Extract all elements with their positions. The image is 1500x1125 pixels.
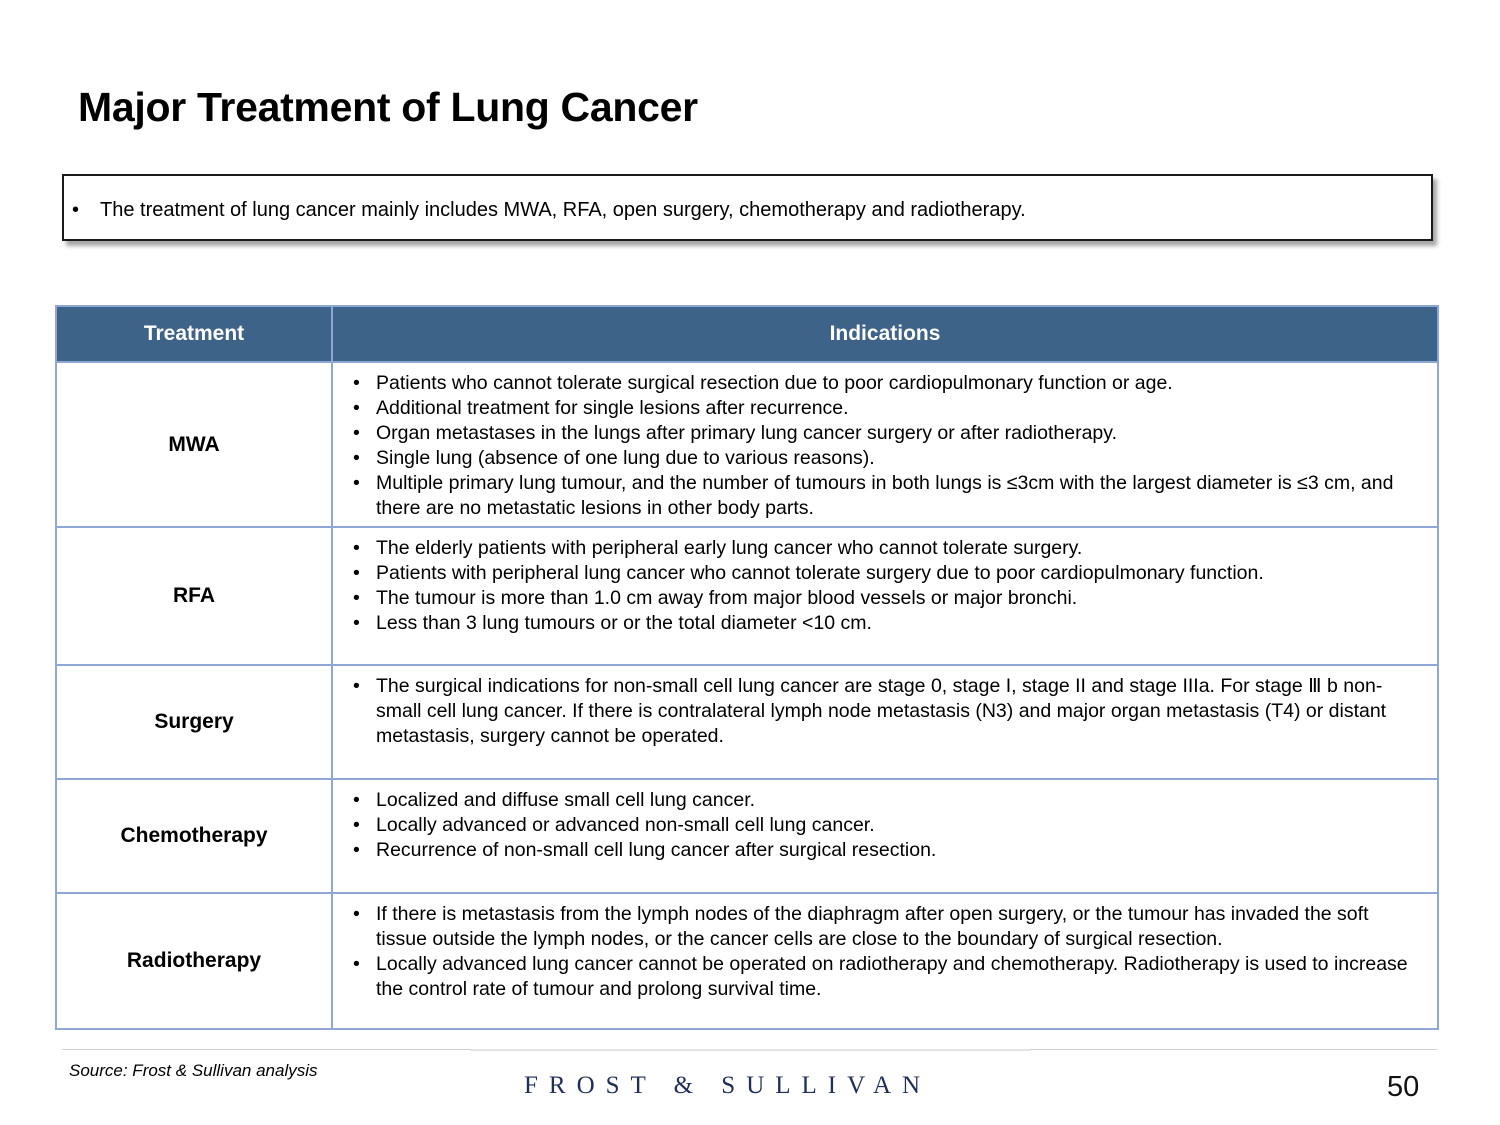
indications-cell <box>332 527 1438 665</box>
indication-item: • Recurrence of non-small cell lung cancer after surgical resection. <box>353 838 1423 863</box>
summary-box <box>62 174 1433 241</box>
table-row <box>56 893 1438 1029</box>
indications-cell <box>332 665 1438 779</box>
footer-divider-accent <box>470 1049 1030 1051</box>
column-header-treatment: Treatment <box>56 306 332 362</box>
indication-item: • Locally advanced or advanced non-small cell lung cancer. <box>353 813 1423 838</box>
treatment-name: Radiotherapy <box>56 893 332 1029</box>
indications-cell <box>332 779 1438 893</box>
indication-item: • If there is metastasis from the lymph nodes of the diaphragm after open surgery, or the tumour has invaded the soft tissue outside the lymph nodes, or the cancer cells are close to the boundary of surgical resection. <box>353 902 1423 952</box>
column-header-indications: Indications <box>332 306 1438 362</box>
brand-logo: FROST & SULLIVAN <box>524 1072 932 1099</box>
indication-item: • The elderly patients with peripheral early lung cancer who cannot tolerate surgery. <box>353 536 1423 561</box>
treatment-table <box>55 305 1439 1030</box>
indication-item: • Single lung (absence of one lung due to various reasons). <box>353 446 1423 471</box>
indication-item: • Localized and diffuse small cell lung cancer. <box>353 788 1423 813</box>
page-number: 50 <box>1387 1071 1420 1103</box>
treatment-name: Surgery <box>56 665 332 779</box>
page-title: Major Treatment of Lung Cancer <box>78 84 698 130</box>
indication-item: • Multiple primary lung tumour, and the number of tumours in both lungs is ≤3cm with the largest diameter is ≤3 cm, and there are no metastatic lesions in other body parts. <box>353 471 1423 521</box>
treatment-name: Chemotherapy <box>56 779 332 893</box>
indications-cell <box>332 362 1438 527</box>
treatment-name: RFA <box>56 527 332 665</box>
source-note: Source: Frost & Sullivan analysis <box>69 1061 318 1080</box>
indication-item: • Patients who cannot tolerate surgical resection due to poor cardiopulmonary function or age. <box>353 371 1423 396</box>
table-header-row <box>56 306 1438 362</box>
indication-item: • Less than 3 lung tumours or or the total diameter <10 cm. <box>353 611 1423 636</box>
indication-item: • The tumour is more than 1.0 cm away from major blood vessels or major bronchi. <box>353 586 1423 611</box>
table-row <box>56 362 1438 527</box>
indication-item: • Organ metastases in the lungs after primary lung cancer surgery or after radiotherapy. <box>353 421 1423 446</box>
summary-text: The treatment of lung cancer mainly includes MWA, RFA, open surgery, chemotherapy and radiotherapy. <box>100 199 1026 221</box>
treatment-name: MWA <box>56 362 332 527</box>
indications-cell <box>332 893 1438 1029</box>
indication-item: • Patients with peripheral lung cancer who cannot tolerate surgery due to poor cardiopulmonary function. <box>353 561 1423 586</box>
table-row <box>56 779 1438 893</box>
indication-item: • Locally advanced lung cancer cannot be operated on radiotherapy and chemotherapy. Radiotherapy is used to increase the control rate of tumour and prolong survival time. <box>353 952 1423 1002</box>
bullet-marker: • <box>72 199 80 221</box>
table-row <box>56 527 1438 665</box>
indication-item: • The surgical indications for non-small cell lung cancer are stage 0, stage I, stage II and stage IIIa. For stage Ⅲ b non-small cell lung cancer. If there is contralateral lymph node metastasis (N3) and major organ metastasis (T4) or distant metastasis, surgery cannot be operated. <box>353 674 1423 749</box>
indication-item: • Additional treatment for single lesions after recurrence. <box>353 396 1423 421</box>
table-row <box>56 665 1438 779</box>
